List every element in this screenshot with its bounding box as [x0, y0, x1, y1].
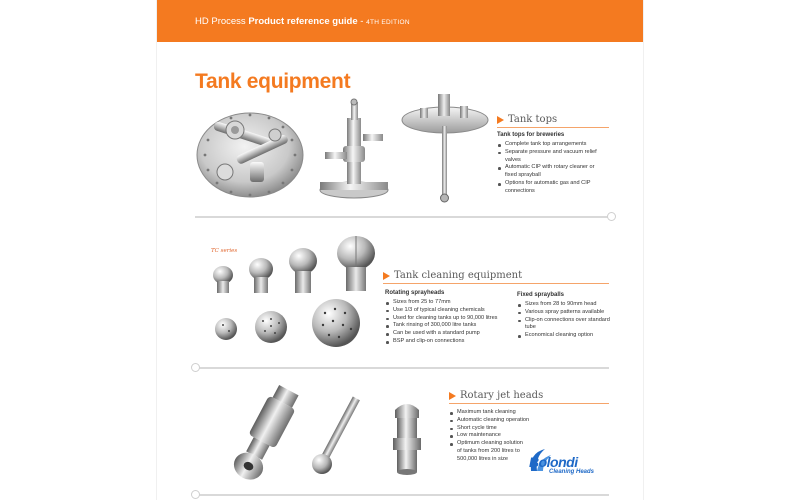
- rotating-sprayheads-subtitle: Rotating sprayheads: [385, 290, 445, 296]
- header-separator: -: [357, 16, 367, 27]
- fixed-sprayballs-subtitle: Fixed sprayballs: [517, 292, 565, 298]
- rotating-sprayheads-image: [201, 225, 376, 365]
- section-divider: [195, 494, 609, 496]
- list-item: Sizes from 28 to 90mm head: [517, 301, 611, 309]
- jet-nozzle-image: [385, 398, 429, 476]
- list-item: BSP and clip-on connections: [385, 338, 513, 346]
- tank-top-valve-image: [317, 98, 392, 202]
- list-item: Options for automatic gas and CIP connections: [497, 180, 597, 196]
- tank-top-dome-image: [400, 90, 490, 208]
- list-item: Tank rinsing of 300,000 litre tanks: [385, 322, 513, 330]
- section-divider: [195, 216, 609, 218]
- tc-series-label: TC series: [211, 248, 238, 254]
- sprayball-lance-image: [305, 396, 370, 476]
- arrow-icon: [497, 116, 504, 124]
- bolondi-logo-sub: Cleaning Heads: [549, 469, 595, 475]
- list-item: Economical cleaning option: [517, 332, 611, 340]
- list-item: Complete tank top arrangements: [497, 141, 597, 149]
- list-item: Maximum tank cleaning: [449, 409, 527, 417]
- tank-tops-title: Tank tops: [508, 114, 558, 125]
- section-divider: [195, 367, 609, 369]
- list-item: Automatic cleaning operation: [449, 417, 527, 425]
- divider-ring-icon: [607, 212, 616, 221]
- divider-ring-icon: [191, 363, 200, 372]
- brochure-page: [156, 0, 644, 500]
- header-guide-title: Product reference guide: [248, 16, 358, 27]
- rotary-jet-head-image: [229, 382, 299, 497]
- tank-tops-list: [497, 141, 597, 196]
- page-title: Tank equipment: [195, 70, 351, 93]
- list-item: Sizes from 25 to 77mm: [385, 299, 513, 307]
- list-item: Use 1/3 of typical cleaning chemicals: [385, 307, 513, 315]
- tank-cleaning-title: Tank cleaning equipment: [394, 270, 523, 281]
- list-item: Optimum cleaning solution of tanks from 200 litres to 500,000 litres in size: [449, 440, 527, 463]
- tank-cleaning-heading: [383, 270, 609, 284]
- header-brand: HD Process: [195, 16, 246, 27]
- bolondi-logo: [527, 445, 601, 479]
- tank-top-plate-image: [195, 100, 305, 200]
- list-item: Can be used with a standard pump: [385, 330, 513, 338]
- rotary-jet-heading: [449, 390, 609, 404]
- fixed-sprayballs-list: [517, 301, 611, 340]
- list-item: Various spray patterns available: [517, 309, 611, 317]
- list-item: Low maintenance: [449, 432, 527, 440]
- arrow-icon: [383, 272, 390, 280]
- rotating-sprayheads-list: [385, 299, 513, 346]
- tank-tops-subtitle: Tank tops for breweries: [497, 132, 565, 138]
- header-title: [195, 16, 410, 27]
- arrow-icon: [449, 392, 456, 400]
- list-item: Clip-on connections over standard tube: [517, 317, 611, 333]
- list-item: Automatic CIP with rotary cleaner or fixed sprayball: [497, 164, 597, 180]
- bolondi-logo-name: Bolondi: [529, 454, 578, 470]
- rotary-jet-list: [449, 409, 530, 464]
- list-item: Separate pressure and vacuum relief valves: [497, 149, 597, 165]
- header-edition: 4TH EDITION: [366, 19, 410, 26]
- tank-tops-heading: [497, 114, 609, 128]
- list-item: Used for cleaning tanks up to 90,000 litres: [385, 315, 513, 323]
- page-header: [157, 0, 644, 42]
- list-item: Short cycle time: [449, 425, 527, 433]
- divider-ring-icon: [191, 490, 200, 499]
- rotary-jet-title: Rotary jet heads: [460, 390, 544, 401]
